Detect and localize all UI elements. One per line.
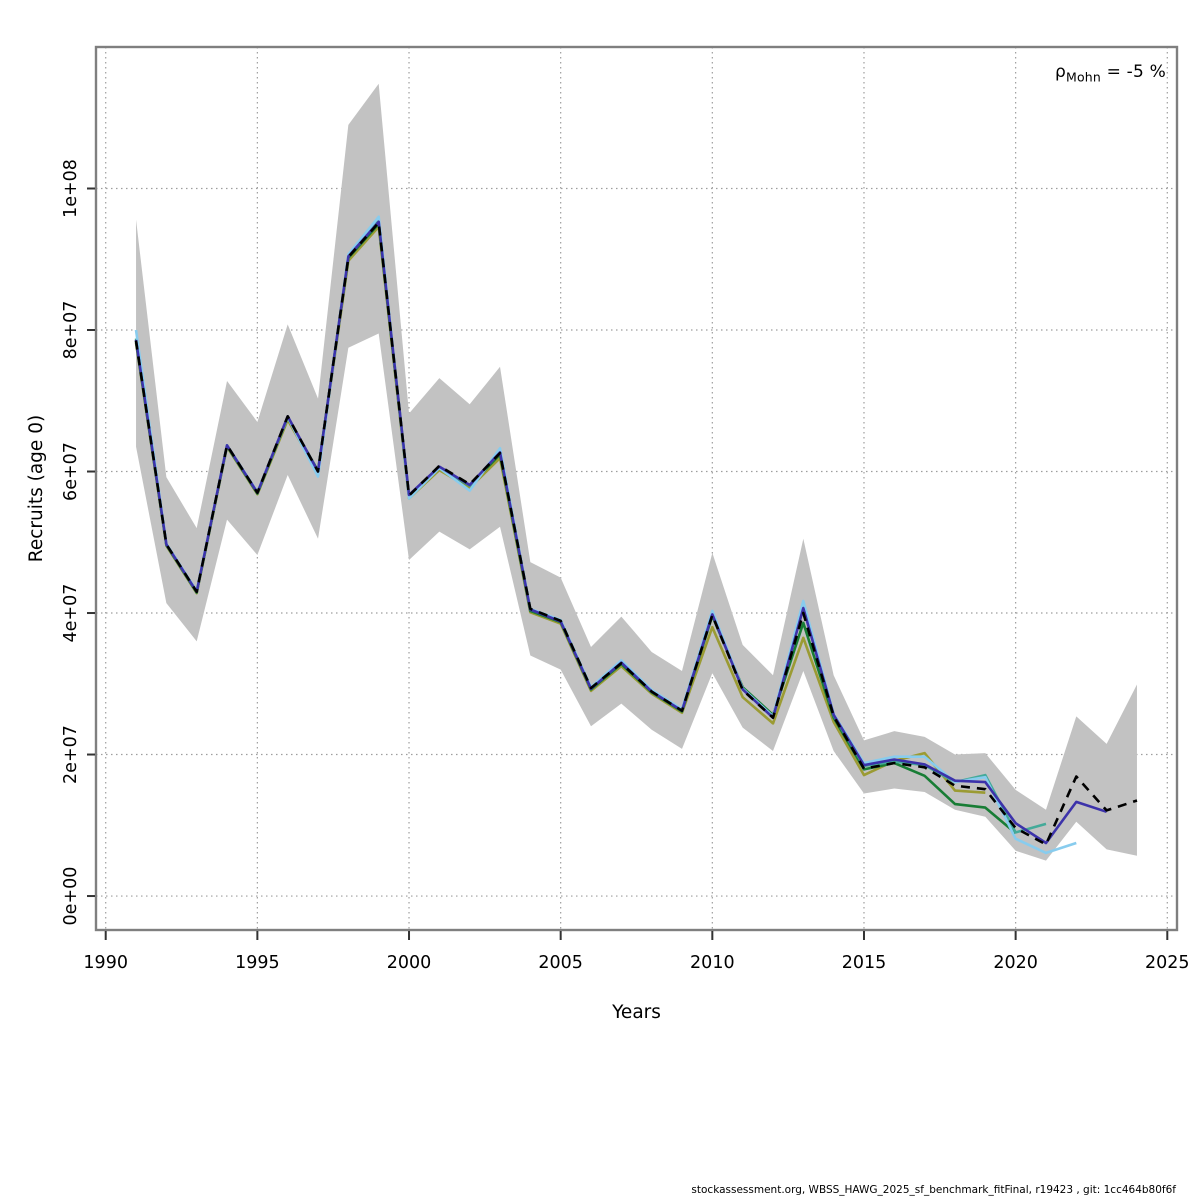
x-tick-label: 1995 [235, 953, 280, 973]
rho-value: = -5 % [1101, 62, 1166, 82]
mohn-rho-annotation [1055, 62, 1166, 84]
x-tick-label: 2015 [841, 953, 887, 973]
rho-subscript: Mohn [1065, 69, 1102, 85]
series-line-retro-peel-2023 [136, 222, 1107, 843]
y-tick-label: 2e+07 [61, 725, 81, 784]
y-tick-label: 8e+07 [61, 300, 81, 360]
confidence-band [136, 84, 1137, 861]
stockassessment-run-footer: stockassessment.org, WBSS_HAWG_2025_sf_benchmark_fitFinal, r19423 , git: 1cc464b80f6f [691, 1184, 1176, 1196]
y-tick-label: 0e+00 [61, 866, 81, 926]
y-tick-label: 4e+07 [61, 583, 81, 643]
x-tick-label: 2020 [993, 953, 1038, 973]
y-axis-title: Recruits (age 0) [26, 414, 47, 563]
x-tick-label: 2025 [1145, 953, 1190, 973]
x-axis-title: Years [612, 1002, 661, 1023]
x-tick-label: 2010 [690, 953, 735, 973]
x-tick-label: 2005 [538, 953, 583, 973]
x-tick-label: 2000 [386, 953, 432, 973]
y-tick-label: 6e+07 [61, 442, 81, 501]
series-line-base-fit-2024 [136, 223, 1137, 845]
x-tick-label: 1990 [83, 953, 128, 973]
rho-symbol: ρ [1054, 62, 1066, 82]
y-tick-label: 1e+08 [61, 159, 81, 218]
